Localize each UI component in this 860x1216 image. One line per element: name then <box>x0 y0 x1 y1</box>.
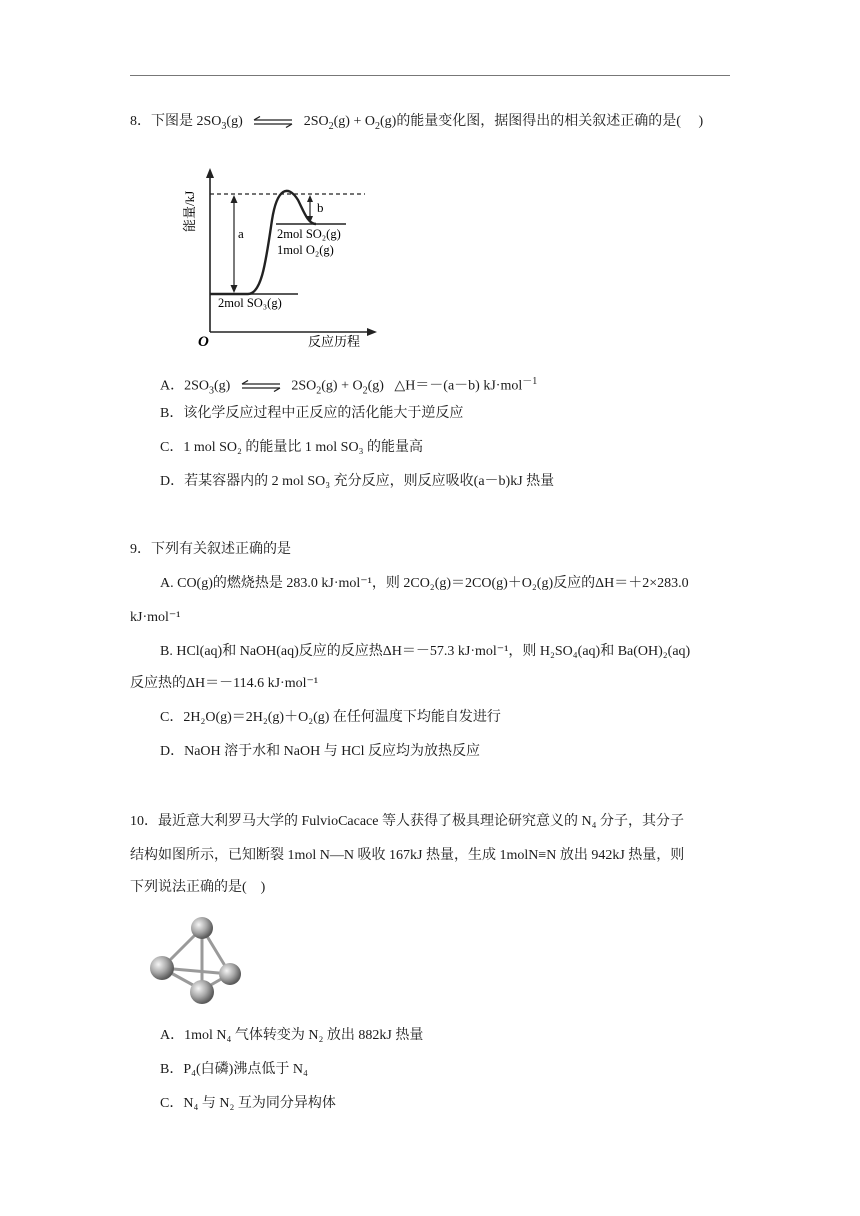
q8-option-a: A．$2SO_3(g) 2SO_2(g) + O_2(g)$ △H＝－(a－b) kJ·mol$^{-1}$ <box>160 376 538 397</box>
q9-stem: 9．下列有关叙述正确的是 <box>130 542 291 557</box>
q8-option-d: D．若某容器内的 2 mol SO₃ 充分反应，则反应吸收(a－b)kJ 热量 <box>160 474 555 489</box>
q10-stem-line1: 10．最近意大利罗马大学的 FulvioCacace 等人获得了极具理论研究意义的 N₄ 分子，其分子 <box>130 814 684 829</box>
product-label-2: 1mol O₂(g) <box>277 243 334 257</box>
q10-option-b: B．P₄(白磷)沸点低于 N₄ <box>160 1062 308 1077</box>
q9-option-a-line1: A. CO(g)的燃烧热是 283.0 kJ·mol⁻¹，则 2CO₂(g)＝2CO(g)＋O₂(g)反应的ΔH＝＋2×283.0 <box>160 576 689 591</box>
equilibrium-arrow-icon <box>252 116 294 128</box>
n-atom <box>190 980 214 1004</box>
q9-option-b-line2: 反应热的ΔH＝－114.6 kJ·mol⁻¹ <box>130 676 319 691</box>
arrow-a-down-icon <box>231 285 238 293</box>
q10-option-a: A．1mol N₄ 气体转变为 N₂ 放出 882kJ 热量 <box>160 1028 424 1043</box>
q8-option-b: B．该化学反应过程中正反应的活化能大于逆反应 <box>160 406 464 421</box>
x-axis-arrow-icon <box>367 328 377 336</box>
q10-option-c: C．N₄ 与 N₂ 互为同分异构体 <box>160 1096 336 1111</box>
q8-stem: 8．下图是 $2SO_3(g) 2SO_2(g) + O_2(g)$的能量变化图，据图得出的相关叙述正确的是( ) <box>130 114 704 132</box>
energy-diagram <box>180 160 380 355</box>
arrow-a-up-icon <box>231 195 238 203</box>
n-atom <box>191 917 213 939</box>
n-atom <box>150 956 174 980</box>
label-b: b <box>317 200 324 215</box>
arrow-b-up-icon <box>307 195 313 202</box>
q9-option-c: C．2H₂O(g)＝2H₂(g)＋O₂(g) 在任何温度下均能自发进行 <box>160 710 501 725</box>
n4-bonds <box>162 928 230 990</box>
q10-stem-line2: 结构如图所示，已知断裂 1mol N—N 吸收 167kJ 热量，生成 1molN≡N 放出 942kJ 热量，则 <box>130 848 685 863</box>
origin-label: O <box>198 334 209 350</box>
y-axis-label: 能量/kJ <box>182 190 197 232</box>
q8-option-c: C．1 mol SO₂ 的能量比 1 mol SO₃ 的能量高 <box>160 440 423 455</box>
q9-option-a-line2: kJ·mol⁻¹ <box>130 610 181 625</box>
equilibrium-arrow-icon <box>240 380 282 392</box>
label-a: a <box>238 226 244 241</box>
product-label-1: 2mol SO₂(g) <box>277 227 341 241</box>
y-axis-arrow-icon <box>206 168 214 178</box>
reactant-label: 2mol SO₃(g) <box>218 296 282 310</box>
q10-stem-line3: 下列说法正确的是( ) <box>130 880 266 895</box>
q9-option-d: D．NaOH 溶于水和 NaOH 与 HCl 反应均为放热反应 <box>160 744 481 759</box>
q9-option-b-line1: B. HCl(aq)和 NaOH(aq)反应的反应热ΔH＝－57.3 kJ·mol⁻¹，则 H₂SO₄(aq)和 Ba(OH)₂(aq) <box>160 644 691 659</box>
header-rule <box>130 75 730 76</box>
n4-molecule-diagram <box>140 910 252 1010</box>
n-atom <box>219 963 241 985</box>
x-axis-label: 反应历程 <box>308 334 361 349</box>
